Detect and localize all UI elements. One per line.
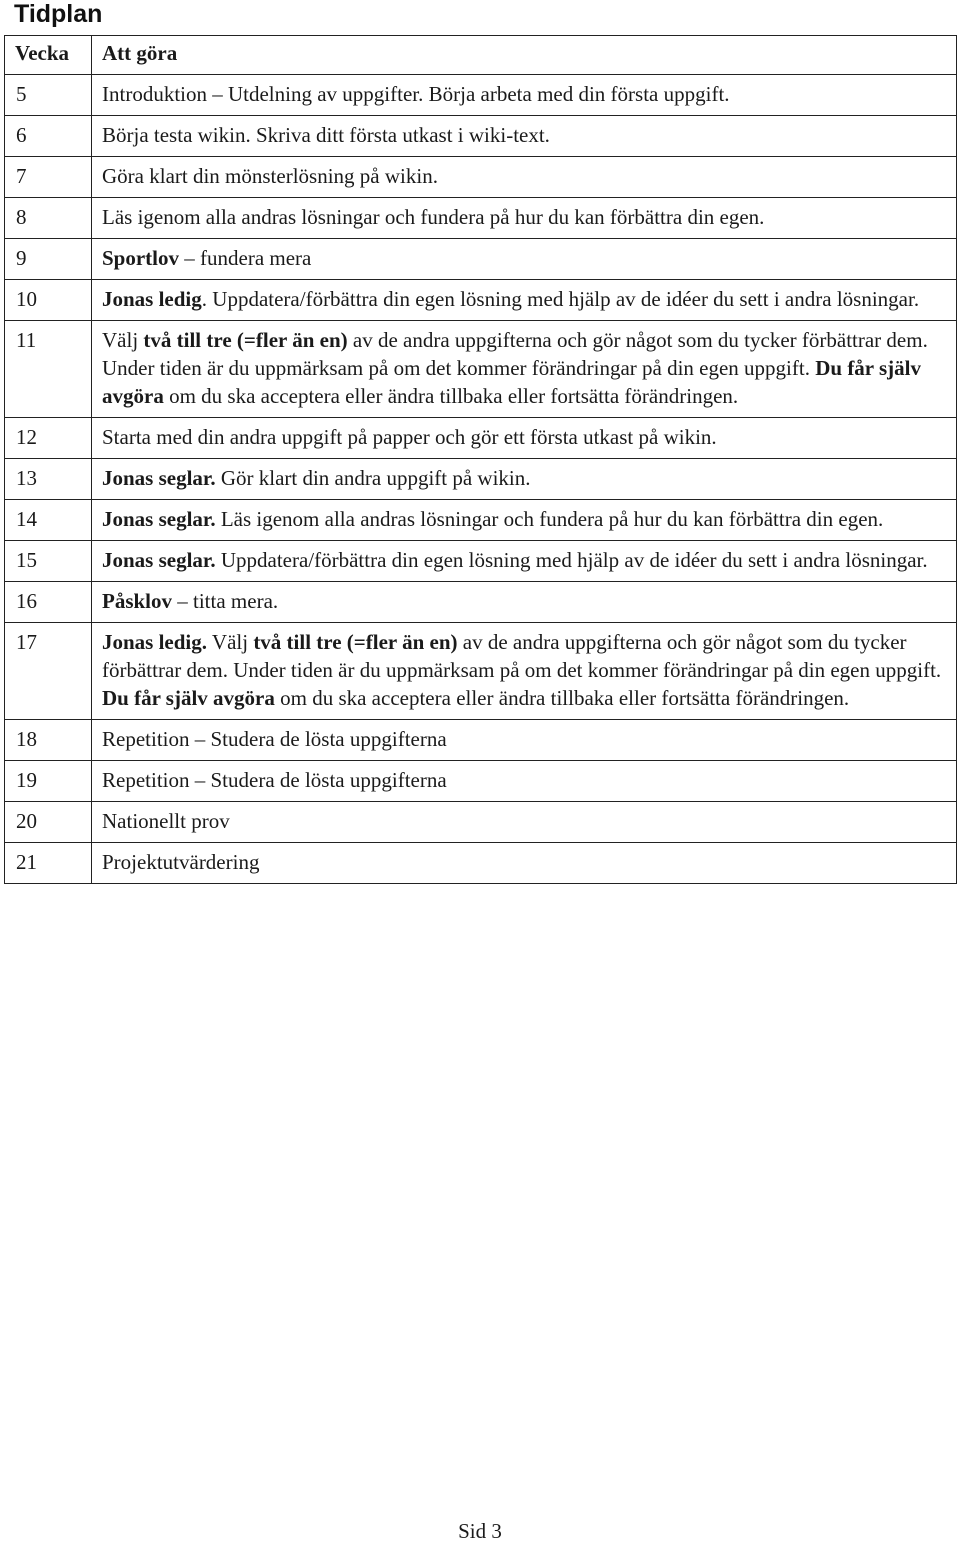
- table-row: [5, 116, 957, 157]
- task-cell: [92, 541, 957, 582]
- week-cell: 11: [5, 321, 92, 418]
- task-text: Introduktion – Utdelning av uppgifter. Börja arbeta med din första uppgift.: [102, 82, 730, 106]
- task-text: – titta mera.: [172, 589, 279, 613]
- table-row: [5, 541, 957, 582]
- task-cell: [92, 459, 957, 500]
- task-cell: [92, 198, 957, 239]
- page-title: Tidplan: [14, 0, 103, 28]
- task-text-bold: Du får själv avgöra: [102, 356, 921, 408]
- schedule-table: [4, 35, 957, 884]
- table-row: [5, 802, 957, 843]
- week-cell: 17: [5, 623, 92, 720]
- week-cell: 8: [5, 198, 92, 239]
- week-cell: 6: [5, 116, 92, 157]
- task-text: Projektutvärdering: [102, 850, 260, 874]
- table-row: [5, 459, 957, 500]
- task-text: Repetition – Studera de lösta uppgifterna: [102, 727, 447, 751]
- week-cell: 18: [5, 720, 92, 761]
- task-cell: [92, 418, 957, 459]
- table-row: [5, 418, 957, 459]
- week-cell: 13: [5, 459, 92, 500]
- task-cell: [92, 280, 957, 321]
- schedule-body: [5, 75, 957, 884]
- task-text: Uppdatera/förbättra din egen lösning med hjälp av de idéer du sett i andra lösningar.: [215, 548, 928, 572]
- task-cell: [92, 623, 957, 720]
- table-row: [5, 843, 957, 884]
- task-cell: [92, 116, 957, 157]
- task-text-bold: Jonas ledig.: [102, 630, 208, 654]
- task-text: Välj: [102, 328, 144, 352]
- task-cell: [92, 761, 957, 802]
- task-text-bold: Jonas ledig: [102, 287, 202, 311]
- task-text: Börja testa wikin. Skriva ditt första utkast i wiki-text.: [102, 123, 550, 147]
- page-number: Sid 3: [458, 1519, 502, 1543]
- task-text-bold: två till tre (=fler än en): [143, 328, 348, 352]
- week-cell: 12: [5, 418, 92, 459]
- table-row: [5, 157, 957, 198]
- task-text: Läs igenom alla andras lösningar och fundera på hur du kan förbättra din egen.: [215, 507, 884, 531]
- table-row: [5, 761, 957, 802]
- task-cell: [92, 321, 957, 418]
- task-cell: [92, 843, 957, 884]
- task-text: Gör klart din andra uppgift på wikin.: [215, 466, 531, 490]
- task-text-bold: Påsklov: [102, 589, 173, 613]
- task-text-bold: Jonas seglar.: [102, 466, 216, 490]
- week-cell: 15: [5, 541, 92, 582]
- table-row: [5, 280, 957, 321]
- week-cell: 9: [5, 239, 92, 280]
- table-row: [5, 239, 957, 280]
- task-text: . Uppdatera/förbättra din egen lösning med hjälp av de idéer du sett i andra lösningar.: [201, 287, 920, 311]
- table-row: [5, 720, 957, 761]
- table-row: [5, 321, 957, 418]
- table-row: [5, 198, 957, 239]
- task-cell: [92, 582, 957, 623]
- task-text: Göra klart din mönsterlösning på wikin.: [102, 164, 438, 188]
- table-row: [5, 623, 957, 720]
- column-header-task: Att göra: [92, 36, 957, 75]
- week-cell: 5: [5, 75, 92, 116]
- task-text: Nationellt prov: [102, 809, 230, 833]
- task-cell: [92, 239, 957, 280]
- table-row: [5, 500, 957, 541]
- task-text: av de andra uppgifterna och gör något som du tycker förbättrar dem. Under tiden är du uppmärksam på om det kommer förändringar på din egen uppgift.: [102, 630, 942, 682]
- task-text: om du ska acceptera eller ändra tillbaka eller fortsätta förändringen.: [163, 384, 739, 408]
- task-text: Starta med din andra uppgift på papper och gör ett första utkast på wikin.: [102, 425, 717, 449]
- task-text: Läs igenom alla andras lösningar och fundera på hur du kan förbättra din egen.: [102, 205, 765, 229]
- column-header-week: Vecka: [5, 36, 92, 75]
- week-cell: 10: [5, 280, 92, 321]
- task-cell: [92, 500, 957, 541]
- task-text-bold: Sportlov: [102, 246, 180, 270]
- week-cell: 16: [5, 582, 92, 623]
- table-row: [5, 582, 957, 623]
- task-text-bold: två till tre (=fler än en): [253, 630, 458, 654]
- task-cell: [92, 720, 957, 761]
- task-text: – fundera mera: [179, 246, 312, 270]
- task-text-bold: Jonas seglar.: [102, 548, 216, 572]
- week-cell: 20: [5, 802, 92, 843]
- week-cell: 21: [5, 843, 92, 884]
- task-text: Repetition – Studera de lösta uppgifterna: [102, 768, 447, 792]
- task-cell: [92, 157, 957, 198]
- table-row: [5, 75, 957, 116]
- task-text: av de andra uppgifterna och gör något som du tycker förbättrar dem. Under tiden är du uppmärksam på om det kommer förändringar på din egen uppgift.: [102, 328, 928, 380]
- task-text: Välj: [207, 630, 254, 654]
- task-cell: [92, 802, 957, 843]
- week-cell: 19: [5, 761, 92, 802]
- week-cell: 7: [5, 157, 92, 198]
- task-text: om du ska acceptera eller ändra tillbaka eller fortsätta förändringen.: [274, 686, 850, 710]
- task-cell: [92, 75, 957, 116]
- table-header-row: [5, 36, 957, 75]
- task-text-bold: Du får själv avgöra: [102, 686, 275, 710]
- week-cell: 14: [5, 500, 92, 541]
- task-text-bold: Jonas seglar.: [102, 507, 216, 531]
